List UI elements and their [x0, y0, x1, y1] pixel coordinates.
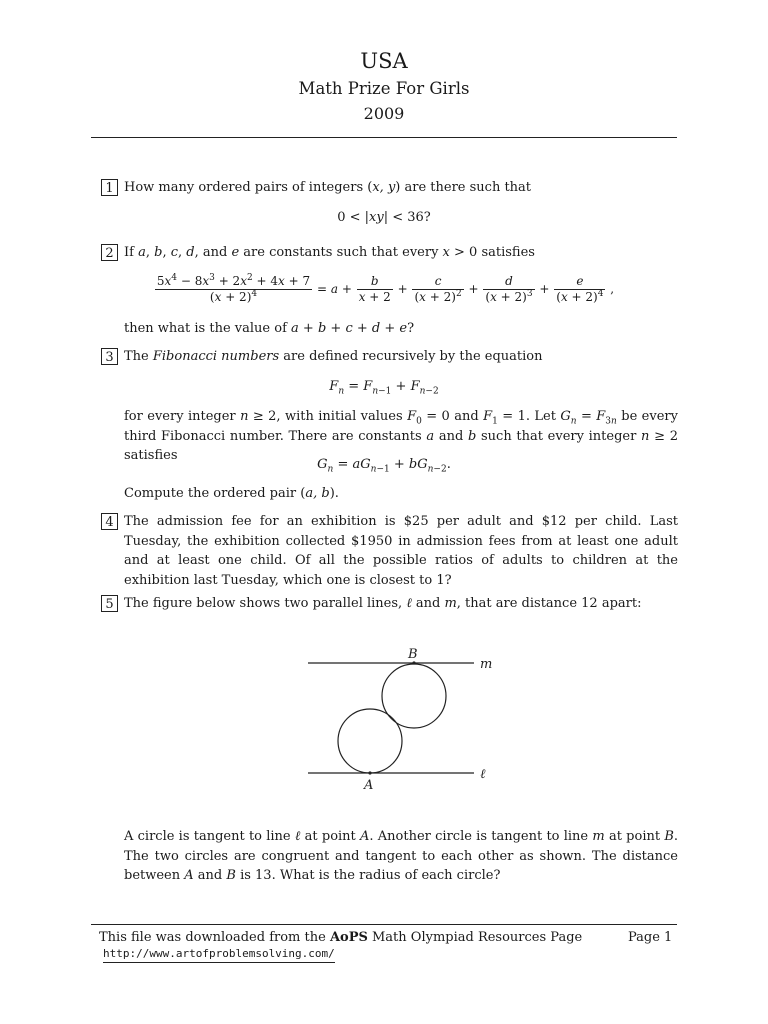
problem-3-display: $F_n = F_{n-1} + F_{n-2}$ — [329, 379, 439, 397]
e-fraction: $\frac{e}{(x + 2)^4}$ — [556, 274, 604, 304]
problem-1-text: How many ordered pairs of integers (x, y) are there such that — [124, 180, 532, 195]
problem-4-number: 4 — [101, 513, 118, 530]
problem-3-text: The Fibonacci numbers are defined recursively by the equation — [124, 349, 543, 364]
page-number: Page 1 — [628, 930, 673, 945]
header-rule — [91, 137, 677, 138]
competition-title: Math Prize For Girls — [298, 79, 470, 98]
document-country: USA — [360, 49, 408, 73]
problem-3-middle: for every integer n ≥ 2, with initial values $F_0 = 0$ and $F_1 = 1$. Let $G_n = F_{3n}$ be every third Fibonacci number. There are constants a and b such that every integer n ≥ 2 satisfies — [124, 409, 678, 463]
problem-3-question: Compute the ordered pair (a, b). — [124, 486, 339, 501]
lhs-fraction: $\frac{5x^4 - 8x^3 + 2x^2 + 4x + 7}{(x + 2)^4}$ — [156, 273, 311, 304]
label-a: A — [364, 778, 374, 793]
footer-prefix: This file was downloaded from the — [99, 930, 330, 945]
upper-circle — [382, 664, 446, 728]
problem-2-number: 2 — [101, 244, 118, 261]
tangent-circles-figure — [300, 640, 500, 800]
footer-brand: AoPS — [329, 930, 368, 945]
label-l: ℓ — [480, 767, 486, 782]
point-a-dot — [368, 771, 371, 774]
c-fraction: $\frac{c}{(x + 2)^2}$ — [414, 274, 462, 304]
footer-source — [99, 928, 582, 948]
problem-3-display2: $G_n = aG_{n-1} + bG_{n-2}$. — [317, 457, 451, 475]
problem-2-question: then what is the value of a + b + c + d + e? — [124, 321, 415, 336]
problem-4-text: The admission fee for an exhibition is $25 per adult and $12 per child. Last Tuesday, the exhibition collected $1950 in admission fees from at least one adult and at least one child. Of all the possible ratios of adults to children at the exhibition last Tuesday, which one is closest to 1? — [124, 514, 678, 588]
problem-5-text: The figure below shows two parallel lines, ℓ and m, that are distance 12 apart: — [124, 596, 642, 611]
problem-2-text: If a, b, c, d, and e are constants such that every x > 0 satisfies — [124, 245, 535, 260]
competition-year: 2009 — [363, 104, 405, 123]
footer-url-link[interactable]: http://www.artofproblemsolving.com/ — [103, 946, 335, 963]
problem-2-equation: $\frac{5x^4 - 8x^3 + 2x^2 + 4x + 7}{(x + 2)^4}$ = a + $\frac{b}{x + 2}$ + $\frac{c}{(x + 2)^2}$ + $\frac{d}{(x + 2)^3}$ + $\frac{e}{(x + 2)^4}$ , — [156, 273, 615, 304]
problem-3-number: 3 — [101, 348, 118, 365]
problem-1-display: 0 < |xy| < 36? — [337, 210, 431, 225]
label-b: B — [408, 647, 418, 662]
d-fraction: $\frac{d}{(x + 2)^3}$ — [485, 274, 533, 304]
lower-circle — [338, 709, 402, 773]
label-m: m — [480, 657, 493, 672]
problem-5-number: 5 — [101, 595, 118, 612]
problem-5-question: A circle is tangent to line ℓ at point A. Another circle is tangent to line m at point B. The two circles are congruent and tangent to each other as shown. The distance between A and B is 13. What is the radius of each circle? — [124, 829, 679, 883]
footer-rule — [91, 924, 677, 925]
footer-suffix: Math Olympiad Resources Page — [367, 930, 583, 945]
b-fraction: $\frac{b}{x + 2}$ — [358, 274, 391, 304]
problem-1-number: 1 — [101, 179, 118, 196]
